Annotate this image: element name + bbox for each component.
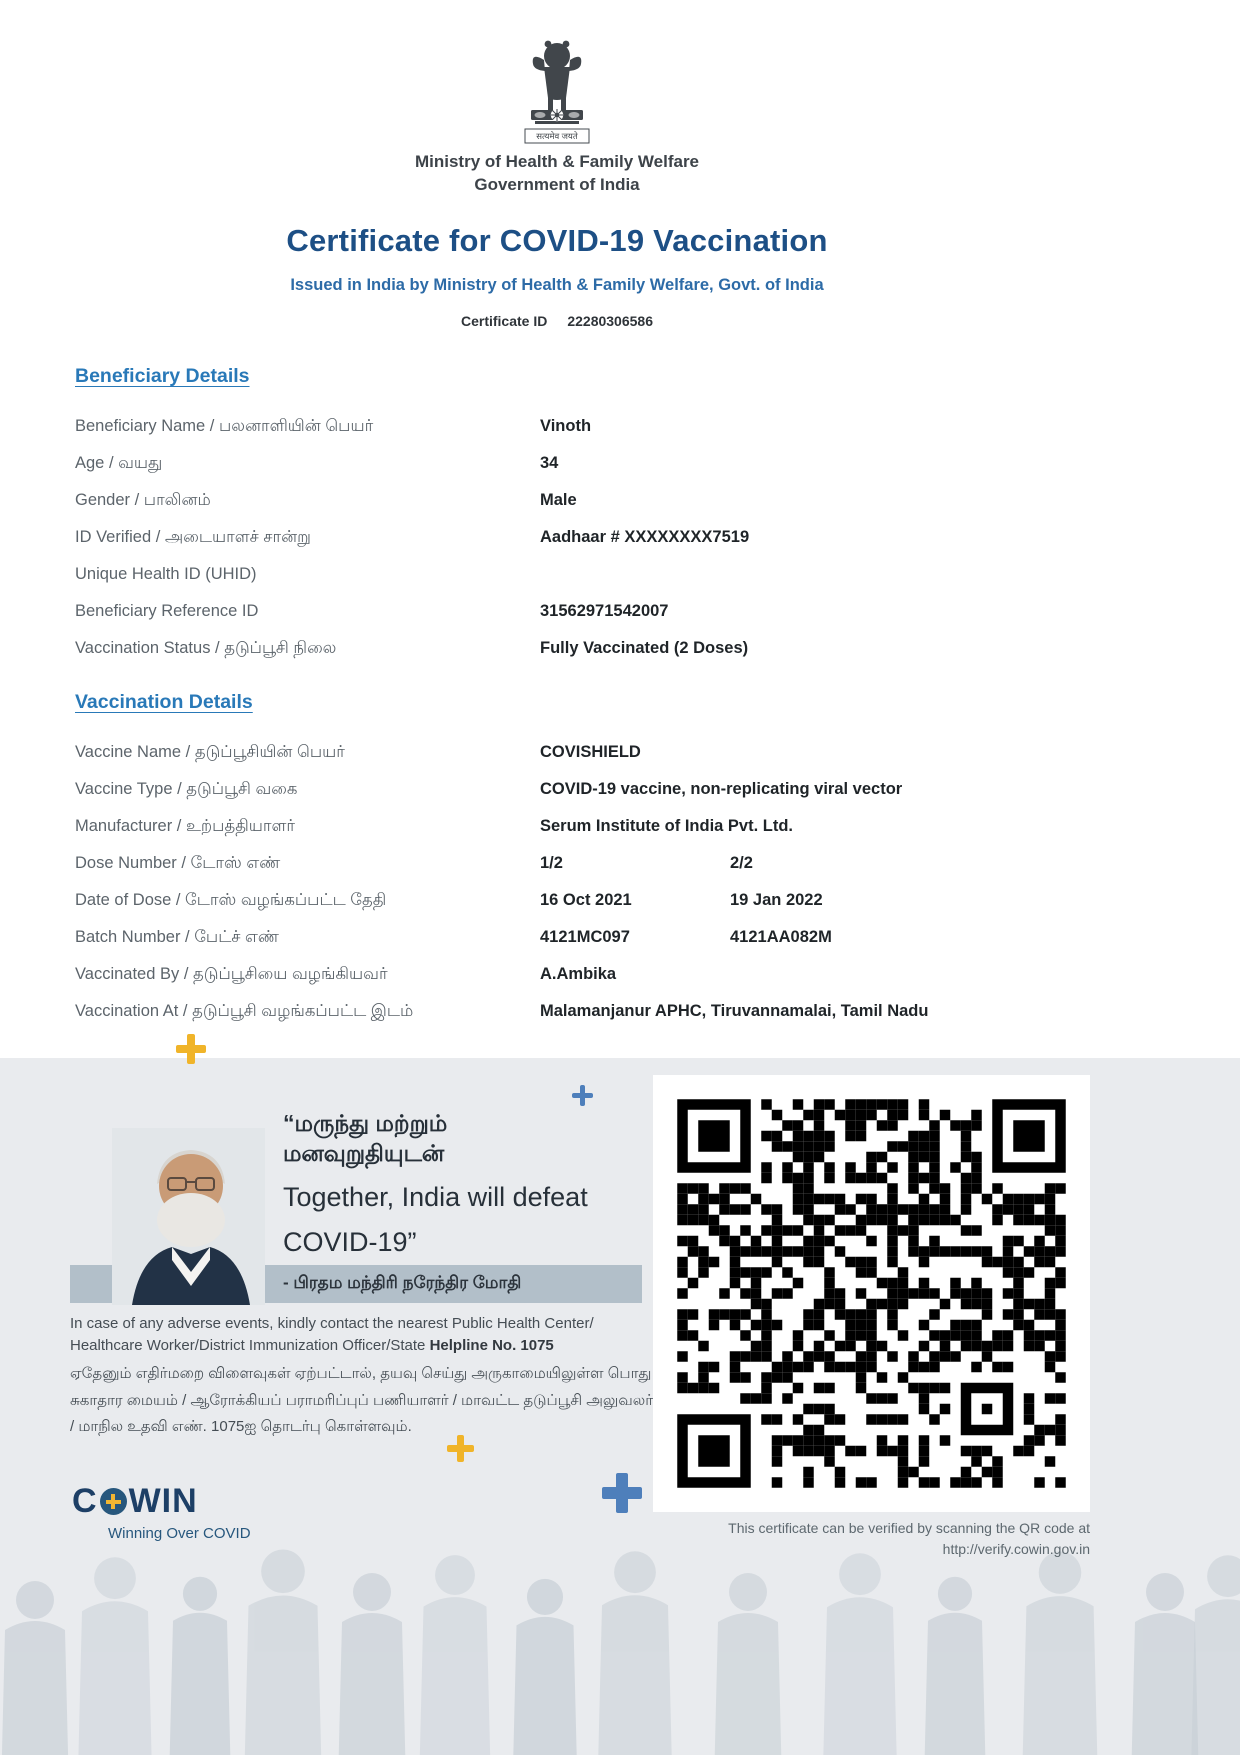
field-label: Beneficiary Name / பலனாளியின் பெயர் <box>75 416 374 435</box>
certificate-header <box>0 0 1114 329</box>
cowin-logo <box>72 1482 251 1542</box>
field-value: 31562971542007 <box>540 601 669 620</box>
footer-panel <box>0 1058 1240 1755</box>
field-value: Serum Institute of India Pvt. Ltd. <box>540 816 794 835</box>
ministry-line: Ministry of Health & Family Welfare <box>414 152 700 171</box>
field-label: Vaccination At / தடுப்பூசி வழங்கப்பட்ட இடம் <box>75 1001 414 1020</box>
quote-attribution: - பிரதம மந்திரி நரேந்திர மோதி <box>283 1273 522 1292</box>
plus-decoration-icon <box>447 1435 474 1462</box>
field-label: Vaccinated By / தடுப்பூசியை வழங்கியவர் <box>75 964 388 983</box>
plus-decoration-icon <box>602 1473 642 1513</box>
row-date-of-dose <box>75 882 1240 919</box>
dose1-value: 1/2 <box>540 853 563 872</box>
cowin-letters-win: WIN <box>128 1482 198 1520</box>
row-age <box>75 445 1240 482</box>
row-manufacturer <box>75 808 1240 845</box>
field-label: Vaccine Type / தடுப்பூசி வகை <box>75 779 298 798</box>
row-dose-number <box>75 845 1240 882</box>
adverse-events-line1: In case of any adverse events, kindly contact the nearest Public Health Center/ <box>70 1315 594 1332</box>
row-vaccination-at <box>75 993 1240 1030</box>
row-gender <box>75 482 1240 519</box>
plus-icon <box>106 1494 121 1509</box>
quote-english-line1: Together, India will defeat <box>283 1181 588 1212</box>
pm-quote <box>283 1108 588 1260</box>
cowin-plus-circle-icon <box>100 1488 127 1515</box>
field-label: ID Verified / அடையாளச் சான்று <box>75 527 311 546</box>
field-label: Vaccination Status / தடுப்பூசி நிலை <box>75 638 337 657</box>
government-line: Government of India <box>474 174 640 194</box>
row-batch-number <box>75 919 1240 956</box>
row-id-verified <box>75 519 1240 556</box>
field-value: Fully Vaccinated (2 Doses) <box>540 638 749 657</box>
field-label: Date of Dose / டோஸ் வழங்கப்பட்ட தேதி <box>75 890 387 909</box>
field-label: Vaccine Name / தடுப்பூசியின் பெயர் <box>75 742 345 761</box>
verification-note <box>653 1518 1090 1560</box>
field-value: COVID-19 vaccine, non-replicating viral vector <box>540 779 903 798</box>
certificate-id <box>0 313 1114 329</box>
section-beneficiary-details: Beneficiary Details <box>75 364 250 387</box>
field-label: Age / வயது <box>75 453 163 472</box>
certificate-title: Certificate for COVID-19 Vaccination <box>286 222 828 258</box>
dose1-value: 16 Oct 2021 <box>540 890 632 909</box>
field-value: A.Ambika <box>540 964 617 983</box>
emblem-motto: सत्यमेव जयते <box>536 131 578 141</box>
dose2-value: 19 Jan 2022 <box>730 890 823 909</box>
crowd-silhouette <box>0 1540 1240 1755</box>
row-vaccine-name <box>75 734 1240 771</box>
field-value: Aadhaar # XXXXXXXX7519 <box>540 527 750 546</box>
cowin-letter-c: C <box>72 1482 98 1520</box>
field-value: Male <box>540 490 577 509</box>
dose2-value: 4121AA082M <box>730 927 832 946</box>
qr-code <box>653 1075 1090 1512</box>
dose2-value: 2/2 <box>730 853 753 872</box>
quote-english-line2: COVID-19” <box>283 1227 417 1258</box>
pm-modi-photo <box>112 1128 265 1305</box>
row-beneficiary-reference-id <box>75 593 1240 630</box>
certificate-details <box>75 365 1240 1030</box>
field-value: 34 <box>540 453 559 472</box>
quote-tamil-line1: “மருந்து மற்றும் <box>283 1110 448 1136</box>
field-label: Dose Number / டோஸ் எண் <box>75 853 281 872</box>
field-label: Batch Number / பேட்ச் எண் <box>75 927 279 946</box>
row-beneficiary-name <box>75 408 1240 445</box>
plus-decoration-icon <box>572 1085 593 1106</box>
field-value: Vinoth <box>540 416 592 435</box>
field-value: Malamanjanur APHC, Tiruvannamalai, Tamil Nadu <box>540 1001 929 1020</box>
emblem-graphic <box>511 36 603 146</box>
national-emblem-icon <box>511 36 603 151</box>
dose1-value: 4121MC097 <box>540 927 630 946</box>
certificate-id-value: 22280306586 <box>567 312 653 329</box>
helpline-number: Helpline No. 1075 <box>429 1336 554 1354</box>
qr-code-graphic <box>653 1075 1090 1512</box>
row-vaccinated-by <box>75 956 1240 993</box>
field-label: Beneficiary Reference ID <box>75 601 259 620</box>
certificate-id-label: Certificate ID <box>460 312 548 329</box>
field-label: Manufacturer / உற்பத்தியாளர் <box>75 816 295 835</box>
quote-tamil-line2: மனவுறுதியுடன் <box>283 1140 445 1167</box>
adverse-events-text <box>70 1313 655 1357</box>
row-uhid <box>75 556 1240 593</box>
field-label: Unique Health ID (UHID) <box>75 564 257 583</box>
verification-line1: This certificate can be verified by scanning the QR code at <box>728 1520 1090 1536</box>
cowin-wordmark <box>72 1482 251 1521</box>
verification-url: http://verify.cowin.gov.in <box>942 1541 1090 1557</box>
field-label: Gender / பாலினம் <box>75 490 211 509</box>
cowin-tagline: Winning Over COVID <box>108 1525 251 1542</box>
row-vaccine-type <box>75 771 1240 808</box>
plus-decoration-icon <box>176 1034 206 1064</box>
certificate-subtitle: Issued in India by Ministry of Health & Family Welfare, Govt. of India <box>290 275 824 294</box>
adverse-events-line2: Healthcare Worker/District Immunization Officer/State <box>70 1336 430 1354</box>
section-vaccination-details: Vaccination Details <box>75 690 253 713</box>
row-vaccination-status <box>75 630 1240 667</box>
adverse-events-text-tamil: ஏதேனும் எதிர்மறை விளைவுகள் ஏற்பட்டால், தயவு செய்து அருகாமையிலுள்ள பொது சுகாதார மையம் / ஆரோக்கியப் பராமரிப்புப் பணியாளர் / மாவட்ட தடுப்பூசி அலுவலர் / மாநில உதவி எண். 1075ஐ தொடர்பு கொள்ளவும். <box>70 1365 654 1436</box>
field-value: COVISHIELD <box>540 742 641 761</box>
